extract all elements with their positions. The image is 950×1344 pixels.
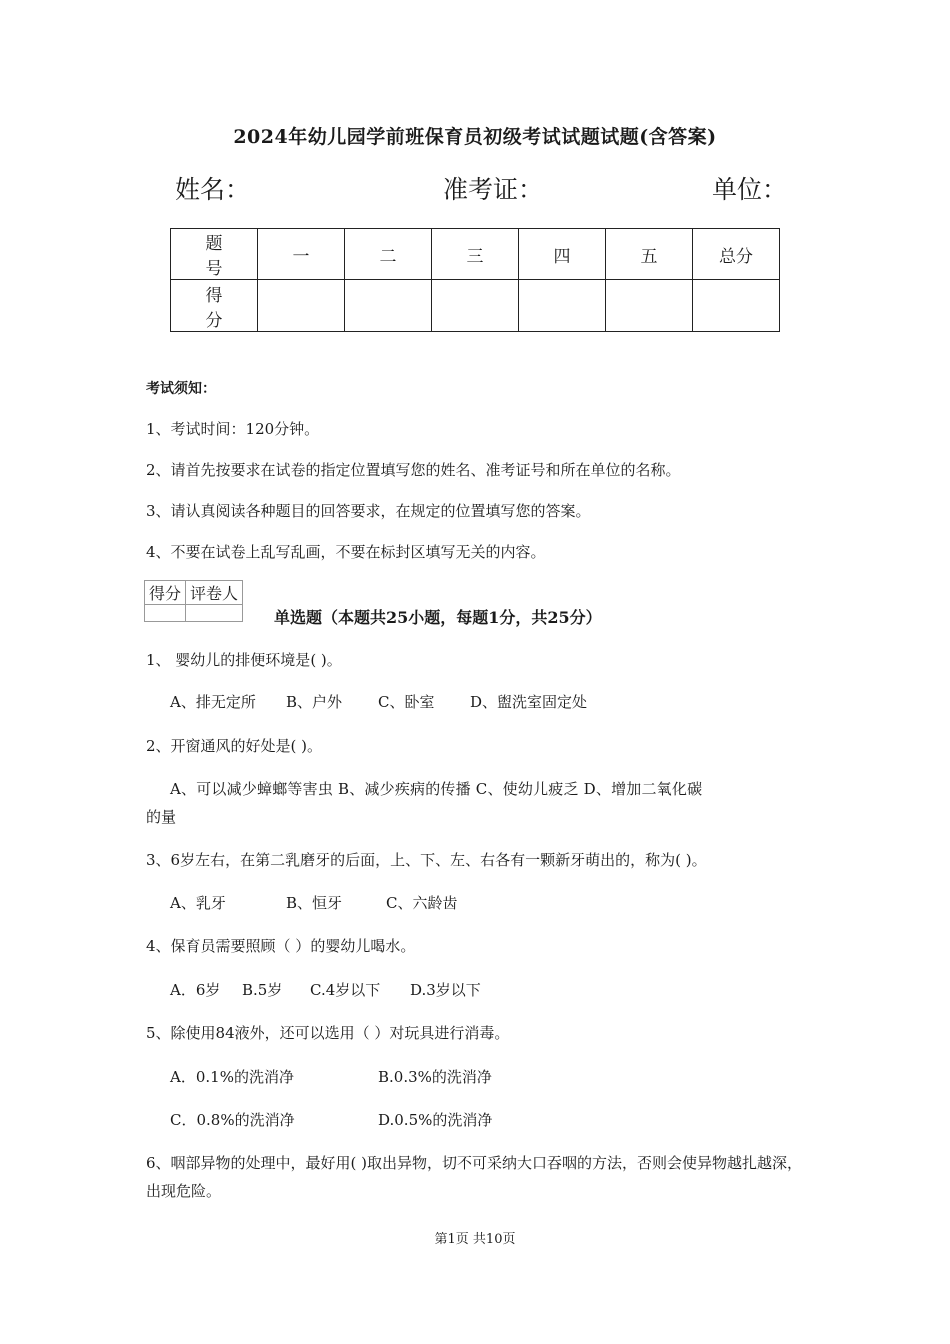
option: C．0.8%的洗消净 xyxy=(170,1111,295,1129)
score-cell-5[interactable] xyxy=(606,280,693,332)
option: B、恒牙 xyxy=(286,894,343,912)
option: D.3岁以下 xyxy=(410,981,481,999)
question-options-continuation: 的量 xyxy=(146,808,177,826)
score-table-col-3: 三 xyxy=(432,229,519,280)
score-cell-2[interactable] xyxy=(345,280,432,332)
option: D.0.5%的洗消净 xyxy=(378,1111,493,1129)
notice-item: 2、请首先按要求在试卷的指定位置填写您的姓名、准考证号和所在单位的名称。 xyxy=(146,461,681,479)
grader-name-label: 评卷人 xyxy=(186,581,243,605)
score-table xyxy=(170,228,780,332)
notice-heading: 考试须知： xyxy=(146,381,216,397)
option: A．6岁 xyxy=(170,981,221,999)
option: A、排无定所 xyxy=(170,693,256,711)
document-title: 2024年幼儿园学前班保育员初级考试试题试题(含答案) xyxy=(233,126,717,148)
question-stem: 6、咽部异物的处理中，最好用( )取出异物，切不可采纳大口吞咽的方法，否则会使异物越扎越深，出现危险。 xyxy=(146,1154,803,1200)
grader-score-cell[interactable] xyxy=(145,605,186,622)
option: C、卧室 xyxy=(378,693,435,711)
option: C、六龄齿 xyxy=(386,894,458,912)
name-field-label: 姓名： xyxy=(175,175,251,204)
notice-item: 4、不要在试卷上乱写乱画，不要在标封区填写无关的内容。 xyxy=(146,543,546,561)
question-options xyxy=(170,1109,492,1130)
question-stem: 5、除使用84液外，还可以选用（ ）对玩具进行消毒。 xyxy=(146,1024,510,1042)
notice-item: 3、请认真阅读各种题目的回答要求，在规定的位置填写您的答案。 xyxy=(146,502,591,520)
option: A．0.1%的洗消净 xyxy=(170,1068,294,1086)
score-table-header-row xyxy=(171,229,780,280)
score-table-col-5: 五 xyxy=(606,229,693,280)
score-table-col-1: 一 xyxy=(258,229,345,280)
score-table-score-row xyxy=(171,280,780,332)
score-table-row-label: 得 分 xyxy=(171,280,258,332)
grader-score-label: 得分 xyxy=(145,581,186,605)
grader-box xyxy=(144,580,243,622)
score-table-col-total: 总分 xyxy=(693,229,780,280)
option: C.4岁以下 xyxy=(310,981,381,999)
score-cell-1[interactable] xyxy=(258,280,345,332)
notice-item: 1、考试时间：120分钟。 xyxy=(146,420,320,438)
exam-number-field-label: 准考证： xyxy=(443,175,544,204)
page-footer: 第1页 共10页 xyxy=(434,1232,516,1247)
option: B.5岁 xyxy=(242,981,283,999)
score-cell-3[interactable] xyxy=(432,280,519,332)
question-options xyxy=(170,979,481,1000)
option: A、乳牙 xyxy=(170,894,226,912)
option: B、户外 xyxy=(286,693,343,711)
question-options xyxy=(170,1066,492,1087)
score-table-header-label: 题 号 xyxy=(171,229,258,280)
score-cell-4[interactable] xyxy=(519,280,606,332)
question-stem: 2、开窗通风的好处是( )。 xyxy=(146,737,323,755)
question-stem: 1、 婴幼儿的排便环境是( )。 xyxy=(146,651,342,669)
option: D、盥洗室固定处 xyxy=(470,693,588,711)
grader-name-cell[interactable] xyxy=(186,605,243,622)
score-cell-total[interactable] xyxy=(693,280,780,332)
question-options: A、可以减少蟑螂等害虫 B、减少疾病的传播 C、使幼儿疲乏 D、增加二氧化碳 xyxy=(170,780,703,798)
unit-field-label: 单位： xyxy=(712,175,788,204)
option: B.0.3%的洗消净 xyxy=(378,1068,492,1086)
question-stem: 3、6岁左右，在第二乳磨牙的后面，上、下、左、右各有一颗新牙萌出的，称为( )。 xyxy=(146,851,707,869)
question-options xyxy=(170,892,457,913)
score-table-col-2: 二 xyxy=(345,229,432,280)
section-heading: 单选题（本题共25小题，每题1分，共25分） xyxy=(274,608,602,627)
question-stem: 4、保育员需要照顾（ ）的婴幼儿喝水。 xyxy=(146,937,416,955)
question-options xyxy=(170,691,587,712)
score-table-col-4: 四 xyxy=(519,229,606,280)
